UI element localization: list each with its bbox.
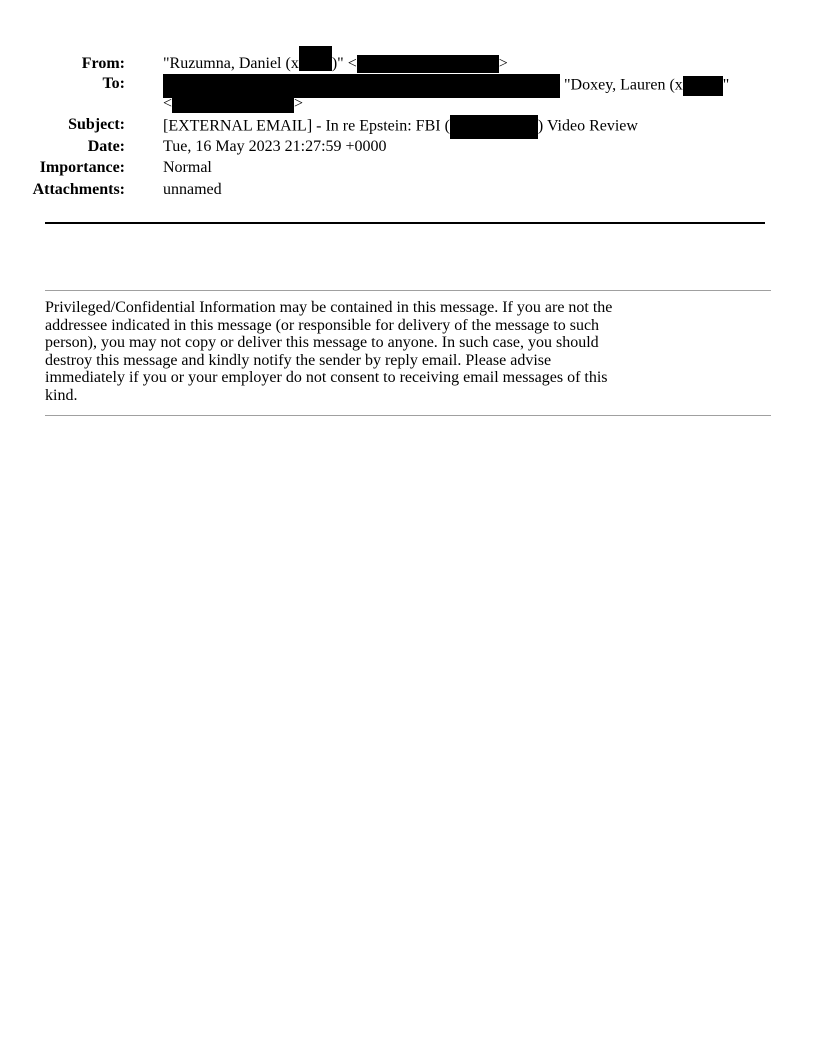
importance-row <box>0 158 780 178</box>
date-row <box>0 137 780 157</box>
date-value: Tue, 16 May 2023 21:27:59 +0000 <box>163 138 387 155</box>
attachments-label: Attachments: <box>32 181 125 198</box>
attachments-value: unnamed <box>163 181 222 198</box>
to-name: "Doxey, Lauren (x <box>564 76 683 94</box>
to-email <box>163 94 303 114</box>
importance-label: Importance: <box>39 159 125 176</box>
from-value <box>163 54 508 74</box>
to-name-close: " <box>722 76 730 94</box>
from-name-close: )" < <box>331 55 357 72</box>
date-label: Date: <box>87 138 125 155</box>
redaction <box>357 55 499 73</box>
subject-text-end: ) Video Review <box>537 117 638 135</box>
to-email-open: < <box>163 95 173 112</box>
from-email-close: > <box>498 55 508 72</box>
redaction <box>172 95 294 113</box>
redaction <box>683 76 723 96</box>
from-label: From: <box>81 55 125 72</box>
disclaimer-top-divider <box>45 290 771 291</box>
importance-value: Normal <box>163 159 212 176</box>
to-email-close: > <box>294 95 304 112</box>
from-row <box>0 54 780 74</box>
subject-text: [EXTERNAL EMAIL] - In re Epstein: FBI ( <box>163 117 450 135</box>
to-label: To: <box>102 75 125 92</box>
attachments-row <box>0 180 780 200</box>
disclaimer-bottom-divider <box>45 415 771 416</box>
confidentiality-disclaimer: Privileged/Confidential Information may be contained in this message. If you are not the addressee indicated in this message (or responsible for delivery of the message to such person), you may not copy or deliver this message to anyone. In such case, you should destroy this message and kindly notify the sender by reply email. Please advise immediately if you or your employer do not consent to receiving email messages of this kind. <box>45 299 613 404</box>
from-name: "Ruzumna, Daniel (x <box>163 55 299 72</box>
subject-label: Subject: <box>68 116 125 133</box>
to-row <box>0 74 780 94</box>
to-row-continued <box>0 94 780 114</box>
redaction <box>299 46 332 71</box>
subject-row <box>0 115 780 135</box>
subject-value <box>163 115 638 139</box>
header-divider <box>45 222 765 224</box>
redaction <box>450 115 538 139</box>
